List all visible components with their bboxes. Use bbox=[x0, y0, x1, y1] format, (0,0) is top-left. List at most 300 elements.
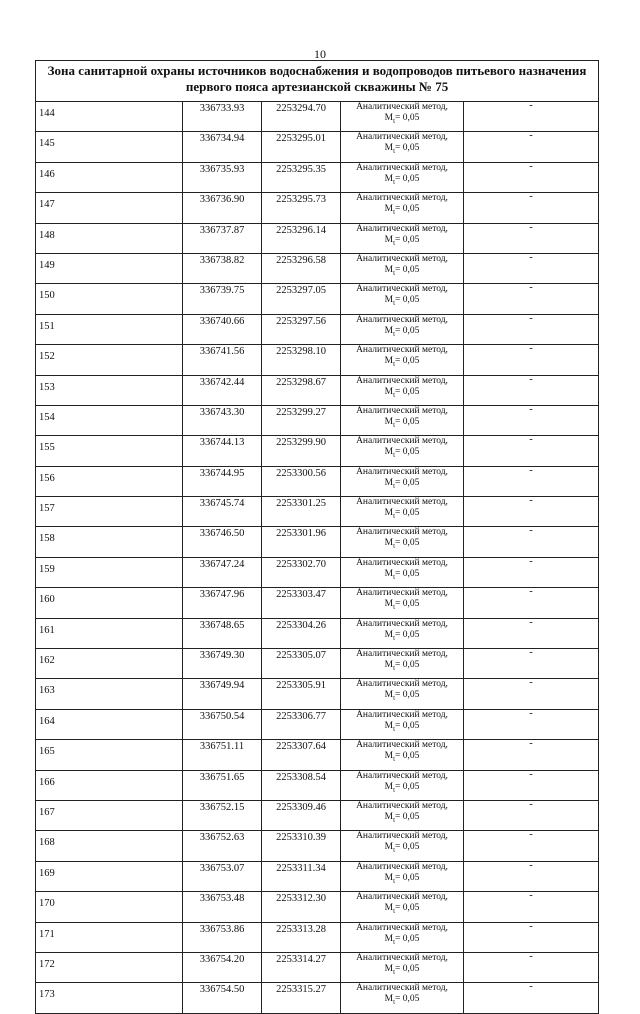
table-row bbox=[36, 952, 599, 982]
table-row bbox=[36, 983, 599, 1013]
coordinate-y: 2253301.96 bbox=[262, 527, 341, 557]
coordinate-x: 336753.07 bbox=[183, 861, 262, 891]
coordinate-x: 336753.86 bbox=[183, 922, 262, 952]
coordinate-y: 2253304.26 bbox=[262, 618, 341, 648]
note-cell: - bbox=[464, 223, 599, 253]
accuracy-value: = 0,05 bbox=[395, 234, 420, 245]
accuracy-formula bbox=[341, 812, 463, 826]
point-number: 170 bbox=[36, 892, 183, 922]
accuracy-value: = 0,05 bbox=[395, 386, 420, 397]
coordinate-y: 2253295.35 bbox=[262, 162, 341, 192]
method-cell bbox=[341, 892, 464, 922]
accuracy-symbol: M bbox=[384, 660, 394, 671]
method-cell bbox=[341, 709, 464, 739]
method-text: Аналитический метод, bbox=[356, 253, 448, 264]
accuracy-value: = 0,05 bbox=[395, 690, 420, 701]
accuracy-formula bbox=[341, 599, 463, 613]
accuracy-subscript: t bbox=[393, 116, 396, 125]
point-number: 162 bbox=[36, 649, 183, 679]
accuracy-symbol: M bbox=[384, 325, 394, 336]
accuracy-symbol: M bbox=[384, 781, 394, 792]
coordinate-x: 336737.87 bbox=[183, 223, 262, 253]
accuracy-value: = 0,05 bbox=[395, 599, 420, 610]
accuracy-formula bbox=[341, 964, 463, 978]
accuracy-subscript: t bbox=[393, 542, 396, 551]
accuracy-symbol: M bbox=[384, 356, 394, 367]
method-cell bbox=[341, 193, 464, 223]
note-cell: - bbox=[464, 102, 599, 132]
coordinate-y: 2253299.90 bbox=[262, 436, 341, 466]
accuracy-symbol: M bbox=[384, 416, 394, 427]
coordinate-y: 2253306.77 bbox=[262, 709, 341, 739]
method-text: Аналитический метод, bbox=[356, 618, 448, 629]
coordinate-x: 336733.93 bbox=[183, 102, 262, 132]
table-title-line-2: первого пояса артезианской скважины № 75 bbox=[185, 79, 449, 94]
accuracy-symbol: M bbox=[384, 903, 394, 914]
coordinate-x: 336747.24 bbox=[183, 557, 262, 587]
accuracy-symbol: M bbox=[384, 842, 394, 853]
method-text: Аналитический метод, bbox=[356, 466, 448, 477]
coordinate-x: 336736.90 bbox=[183, 193, 262, 223]
accuracy-subscript: t bbox=[393, 846, 396, 855]
point-number: 161 bbox=[36, 618, 183, 648]
accuracy-subscript: t bbox=[393, 998, 396, 1007]
note-cell: - bbox=[464, 284, 599, 314]
accuracy-value: = 0,05 bbox=[395, 872, 420, 883]
point-number: 154 bbox=[36, 405, 183, 435]
table-row bbox=[36, 861, 599, 891]
note-cell: - bbox=[464, 679, 599, 709]
method-text: Аналитический метод, bbox=[356, 284, 448, 295]
accuracy-symbol: M bbox=[384, 599, 394, 610]
coordinate-x: 336754.20 bbox=[183, 952, 262, 982]
method-text: Аналитический метод, bbox=[356, 557, 448, 568]
accuracy-formula bbox=[341, 782, 463, 796]
method-cell bbox=[341, 497, 464, 527]
accuracy-formula bbox=[341, 417, 463, 431]
point-number: 153 bbox=[36, 375, 183, 405]
point-number: 164 bbox=[36, 709, 183, 739]
table-row bbox=[36, 284, 599, 314]
note-cell: - bbox=[464, 466, 599, 496]
coordinate-x: 336754.50 bbox=[183, 983, 262, 1013]
accuracy-subscript: t bbox=[393, 481, 396, 490]
accuracy-value: = 0,05 bbox=[395, 416, 420, 427]
table-title-line-1: Зона санитарной охраны источников водоснабжения и водопроводов питьевого назначения bbox=[47, 63, 587, 78]
accuracy-value: = 0,05 bbox=[395, 660, 420, 671]
table-row bbox=[36, 162, 599, 192]
point-number: 146 bbox=[36, 162, 183, 192]
table-row bbox=[36, 253, 599, 283]
accuracy-formula bbox=[341, 508, 463, 522]
note-cell: - bbox=[464, 527, 599, 557]
table-row bbox=[36, 800, 599, 830]
accuracy-formula bbox=[341, 690, 463, 704]
accuracy-symbol: M bbox=[384, 447, 394, 458]
coordinate-y: 2253294.70 bbox=[262, 102, 341, 132]
accuracy-value: = 0,05 bbox=[395, 295, 420, 306]
table-row bbox=[36, 527, 599, 557]
accuracy-subscript: t bbox=[393, 147, 396, 156]
accuracy-subscript: t bbox=[393, 815, 396, 824]
method-cell bbox=[341, 922, 464, 952]
table-row bbox=[36, 314, 599, 344]
method-cell bbox=[341, 557, 464, 587]
coordinate-x: 336745.74 bbox=[183, 497, 262, 527]
coordinate-y: 2253299.27 bbox=[262, 405, 341, 435]
accuracy-value: = 0,05 bbox=[395, 994, 420, 1005]
point-number: 155 bbox=[36, 436, 183, 466]
method-cell bbox=[341, 861, 464, 891]
method-text: Аналитический метод, bbox=[356, 861, 448, 872]
accuracy-value: = 0,05 bbox=[395, 629, 420, 640]
point-number: 167 bbox=[36, 800, 183, 830]
table-row bbox=[36, 375, 599, 405]
point-number: 144 bbox=[36, 102, 183, 132]
accuracy-symbol: M bbox=[384, 872, 394, 883]
coordinate-x: 336750.54 bbox=[183, 709, 262, 739]
accuracy-symbol: M bbox=[384, 386, 394, 397]
method-text: Аналитический метод, bbox=[356, 223, 448, 234]
coordinate-y: 2253300.56 bbox=[262, 466, 341, 496]
accuracy-subscript: t bbox=[393, 208, 396, 217]
accuracy-formula bbox=[341, 934, 463, 948]
method-cell bbox=[341, 314, 464, 344]
coordinate-y: 2253315.27 bbox=[262, 983, 341, 1013]
method-text: Аналитический метод, bbox=[356, 497, 448, 508]
accuracy-symbol: M bbox=[384, 720, 394, 731]
table-row bbox=[36, 132, 599, 162]
accuracy-formula bbox=[341, 235, 463, 249]
point-number: 147 bbox=[36, 193, 183, 223]
coordinate-y: 2253307.64 bbox=[262, 740, 341, 770]
table-row bbox=[36, 922, 599, 952]
method-text: Аналитический метод, bbox=[356, 405, 448, 416]
note-cell: - bbox=[464, 405, 599, 435]
table-row bbox=[36, 679, 599, 709]
accuracy-formula bbox=[341, 538, 463, 552]
accuracy-formula bbox=[341, 447, 463, 461]
method-cell bbox=[341, 102, 464, 132]
note-cell: - bbox=[464, 436, 599, 466]
coordinate-x: 336738.82 bbox=[183, 253, 262, 283]
table-row bbox=[36, 740, 599, 770]
accuracy-subscript: t bbox=[393, 268, 396, 277]
coordinate-y: 2253297.05 bbox=[262, 284, 341, 314]
table-row bbox=[36, 831, 599, 861]
method-cell bbox=[341, 405, 464, 435]
note-cell: - bbox=[464, 497, 599, 527]
method-text: Аналитический метод, bbox=[356, 770, 448, 781]
note-cell: - bbox=[464, 193, 599, 223]
method-text: Аналитический метод, bbox=[356, 892, 448, 903]
accuracy-symbol: M bbox=[384, 173, 394, 184]
coordinate-y: 2253305.91 bbox=[262, 679, 341, 709]
method-cell bbox=[341, 740, 464, 770]
accuracy-subscript: t bbox=[393, 755, 396, 764]
point-number: 150 bbox=[36, 284, 183, 314]
accuracy-value: = 0,05 bbox=[395, 143, 420, 154]
method-cell bbox=[341, 284, 464, 314]
note-cell: - bbox=[464, 800, 599, 830]
accuracy-symbol: M bbox=[384, 204, 394, 215]
note-cell: - bbox=[464, 557, 599, 587]
coordinate-x: 336735.93 bbox=[183, 162, 262, 192]
note-cell: - bbox=[464, 253, 599, 283]
coordinate-y: 2253295.01 bbox=[262, 132, 341, 162]
accuracy-symbol: M bbox=[384, 508, 394, 519]
coordinate-x: 336743.30 bbox=[183, 405, 262, 435]
accuracy-symbol: M bbox=[384, 113, 394, 123]
coordinate-y: 2253309.46 bbox=[262, 800, 341, 830]
coordinate-y: 2253298.10 bbox=[262, 345, 341, 375]
method-cell bbox=[341, 132, 464, 162]
table-row bbox=[36, 557, 599, 587]
coordinate-y: 2253310.39 bbox=[262, 831, 341, 861]
method-cell bbox=[341, 952, 464, 982]
method-text: Аналитический метод, bbox=[356, 162, 448, 173]
method-text: Аналитический метод, bbox=[356, 102, 448, 112]
accuracy-formula bbox=[341, 113, 463, 127]
note-cell: - bbox=[464, 375, 599, 405]
accuracy-value: = 0,05 bbox=[395, 477, 420, 488]
note-cell: - bbox=[464, 588, 599, 618]
coordinate-x: 336752.15 bbox=[183, 800, 262, 830]
note-cell: - bbox=[464, 922, 599, 952]
method-text: Аналитический метод, bbox=[356, 436, 448, 447]
point-number: 152 bbox=[36, 345, 183, 375]
accuracy-symbol: M bbox=[384, 629, 394, 640]
table-row bbox=[36, 345, 599, 375]
method-text: Аналитический метод, bbox=[356, 588, 448, 599]
table-row bbox=[36, 405, 599, 435]
point-number: 160 bbox=[36, 588, 183, 618]
accuracy-value: = 0,05 bbox=[395, 903, 420, 914]
coordinate-y: 2253296.58 bbox=[262, 253, 341, 283]
accuracy-subscript: t bbox=[393, 572, 396, 581]
accuracy-formula bbox=[341, 842, 463, 856]
coordinate-x: 336753.48 bbox=[183, 892, 262, 922]
accuracy-value: = 0,05 bbox=[395, 447, 420, 458]
method-cell bbox=[341, 162, 464, 192]
accuracy-subscript: t bbox=[393, 329, 396, 338]
coordinate-x: 336742.44 bbox=[183, 375, 262, 405]
accuracy-formula bbox=[341, 569, 463, 583]
note-cell: - bbox=[464, 345, 599, 375]
accuracy-formula bbox=[341, 873, 463, 887]
table-row bbox=[36, 649, 599, 679]
method-cell bbox=[341, 649, 464, 679]
accuracy-formula bbox=[341, 660, 463, 674]
coordinate-y: 2253312.30 bbox=[262, 892, 341, 922]
accuracy-value: = 0,05 bbox=[395, 963, 420, 974]
method-text: Аналитический метод, bbox=[356, 800, 448, 811]
coordinate-x: 336739.75 bbox=[183, 284, 262, 314]
coordinates-table bbox=[35, 60, 599, 1014]
coordinate-y: 2253301.25 bbox=[262, 497, 341, 527]
table-row bbox=[36, 223, 599, 253]
point-number: 145 bbox=[36, 132, 183, 162]
method-cell bbox=[341, 223, 464, 253]
accuracy-symbol: M bbox=[384, 568, 394, 579]
method-cell bbox=[341, 679, 464, 709]
accuracy-formula bbox=[341, 265, 463, 279]
accuracy-symbol: M bbox=[384, 264, 394, 275]
accuracy-subscript: t bbox=[393, 420, 396, 429]
coordinate-x: 336749.30 bbox=[183, 649, 262, 679]
note-cell: - bbox=[464, 314, 599, 344]
method-text: Аналитический метод, bbox=[356, 709, 448, 720]
coordinate-x: 336740.66 bbox=[183, 314, 262, 344]
coordinate-x: 336748.65 bbox=[183, 618, 262, 648]
point-number: 151 bbox=[36, 314, 183, 344]
accuracy-formula bbox=[341, 903, 463, 917]
table-row bbox=[36, 770, 599, 800]
method-text: Аналитический метод, bbox=[356, 922, 448, 933]
coordinate-x: 336744.13 bbox=[183, 436, 262, 466]
note-cell: - bbox=[464, 831, 599, 861]
table-row bbox=[36, 618, 599, 648]
accuracy-subscript: t bbox=[393, 694, 396, 703]
accuracy-symbol: M bbox=[384, 933, 394, 944]
table-row bbox=[36, 436, 599, 466]
table-row bbox=[36, 497, 599, 527]
point-number: 163 bbox=[36, 679, 183, 709]
accuracy-symbol: M bbox=[384, 751, 394, 762]
coordinate-y: 2253314.27 bbox=[262, 952, 341, 982]
method-text: Аналитический метод, bbox=[356, 345, 448, 356]
note-cell: - bbox=[464, 618, 599, 648]
note-cell: - bbox=[464, 952, 599, 982]
accuracy-formula bbox=[341, 478, 463, 492]
accuracy-formula bbox=[341, 721, 463, 735]
coordinate-y: 2253313.28 bbox=[262, 922, 341, 952]
accuracy-value: = 0,05 bbox=[395, 113, 420, 123]
method-cell bbox=[341, 345, 464, 375]
method-cell bbox=[341, 770, 464, 800]
point-number: 171 bbox=[36, 922, 183, 952]
accuracy-symbol: M bbox=[384, 295, 394, 306]
coordinate-x: 336751.65 bbox=[183, 770, 262, 800]
coordinate-x: 336747.96 bbox=[183, 588, 262, 618]
table-row bbox=[36, 466, 599, 496]
accuracy-formula bbox=[341, 994, 463, 1008]
page-number: 10 bbox=[314, 47, 326, 61]
coordinate-x: 336751.11 bbox=[183, 740, 262, 770]
accuracy-value: = 0,05 bbox=[395, 751, 420, 762]
coordinate-y: 2253298.67 bbox=[262, 375, 341, 405]
coordinate-x: 336734.94 bbox=[183, 132, 262, 162]
accuracy-subscript: t bbox=[393, 360, 396, 369]
coordinate-x: 336752.63 bbox=[183, 831, 262, 861]
coordinate-y: 2253297.56 bbox=[262, 314, 341, 344]
table-row bbox=[36, 892, 599, 922]
accuracy-symbol: M bbox=[384, 477, 394, 488]
method-text: Аналитический метод, bbox=[356, 952, 448, 963]
accuracy-value: = 0,05 bbox=[395, 508, 420, 519]
accuracy-value: = 0,05 bbox=[395, 173, 420, 184]
method-text: Аналитический метод, bbox=[356, 740, 448, 751]
point-number: 158 bbox=[36, 527, 183, 557]
accuracy-symbol: M bbox=[384, 143, 394, 154]
accuracy-subscript: t bbox=[393, 724, 396, 733]
method-text: Аналитический метод, bbox=[356, 649, 448, 660]
accuracy-formula bbox=[341, 174, 463, 188]
method-cell bbox=[341, 831, 464, 861]
method-cell bbox=[341, 527, 464, 557]
method-text: Аналитический метод, bbox=[356, 679, 448, 690]
method-cell bbox=[341, 800, 464, 830]
accuracy-subscript: t bbox=[393, 451, 396, 460]
accuracy-subscript: t bbox=[393, 663, 396, 672]
note-cell: - bbox=[464, 709, 599, 739]
method-text: Аналитический метод, bbox=[356, 193, 448, 204]
method-text: Аналитический метод, bbox=[356, 375, 448, 386]
coordinate-x: 336741.56 bbox=[183, 345, 262, 375]
note-cell: - bbox=[464, 892, 599, 922]
accuracy-symbol: M bbox=[384, 234, 394, 245]
point-number: 157 bbox=[36, 497, 183, 527]
accuracy-subscript: t bbox=[393, 299, 396, 308]
note-cell: - bbox=[464, 983, 599, 1013]
coordinate-y: 2253311.34 bbox=[262, 861, 341, 891]
accuracy-subscript: t bbox=[393, 511, 396, 520]
accuracy-symbol: M bbox=[384, 994, 394, 1005]
note-cell: - bbox=[464, 162, 599, 192]
accuracy-value: = 0,05 bbox=[395, 811, 420, 822]
accuracy-subscript: t bbox=[393, 177, 396, 186]
point-number: 166 bbox=[36, 770, 183, 800]
accuracy-symbol: M bbox=[384, 690, 394, 701]
point-number: 168 bbox=[36, 831, 183, 861]
point-number: 148 bbox=[36, 223, 183, 253]
table-row bbox=[36, 102, 599, 132]
coordinate-y: 2253303.47 bbox=[262, 588, 341, 618]
table-row bbox=[36, 709, 599, 739]
point-number: 165 bbox=[36, 740, 183, 770]
accuracy-value: = 0,05 bbox=[395, 356, 420, 367]
accuracy-value: = 0,05 bbox=[395, 568, 420, 579]
accuracy-value: = 0,05 bbox=[395, 933, 420, 944]
accuracy-subscript: t bbox=[393, 937, 396, 946]
method-cell bbox=[341, 436, 464, 466]
accuracy-subscript: t bbox=[393, 238, 396, 247]
accuracy-value: = 0,05 bbox=[395, 204, 420, 215]
note-cell: - bbox=[464, 861, 599, 891]
accuracy-value: = 0,05 bbox=[395, 264, 420, 275]
accuracy-value: = 0,05 bbox=[395, 538, 420, 549]
accuracy-subscript: t bbox=[393, 876, 396, 885]
table-row bbox=[36, 588, 599, 618]
method-text: Аналитический метод, bbox=[356, 314, 448, 325]
table-body bbox=[36, 61, 599, 1014]
accuracy-formula bbox=[341, 143, 463, 157]
accuracy-formula bbox=[341, 751, 463, 765]
method-cell bbox=[341, 253, 464, 283]
table-row bbox=[36, 193, 599, 223]
point-number: 172 bbox=[36, 952, 183, 982]
accuracy-subscript: t bbox=[393, 907, 396, 916]
coordinate-y: 2253296.14 bbox=[262, 223, 341, 253]
note-cell: - bbox=[464, 740, 599, 770]
method-cell bbox=[341, 375, 464, 405]
accuracy-value: = 0,05 bbox=[395, 720, 420, 731]
accuracy-symbol: M bbox=[384, 538, 394, 549]
method-text: Аналитический метод, bbox=[356, 132, 448, 143]
method-text: Аналитический метод, bbox=[356, 831, 448, 842]
accuracy-subscript: t bbox=[393, 785, 396, 794]
accuracy-value: = 0,05 bbox=[395, 325, 420, 336]
